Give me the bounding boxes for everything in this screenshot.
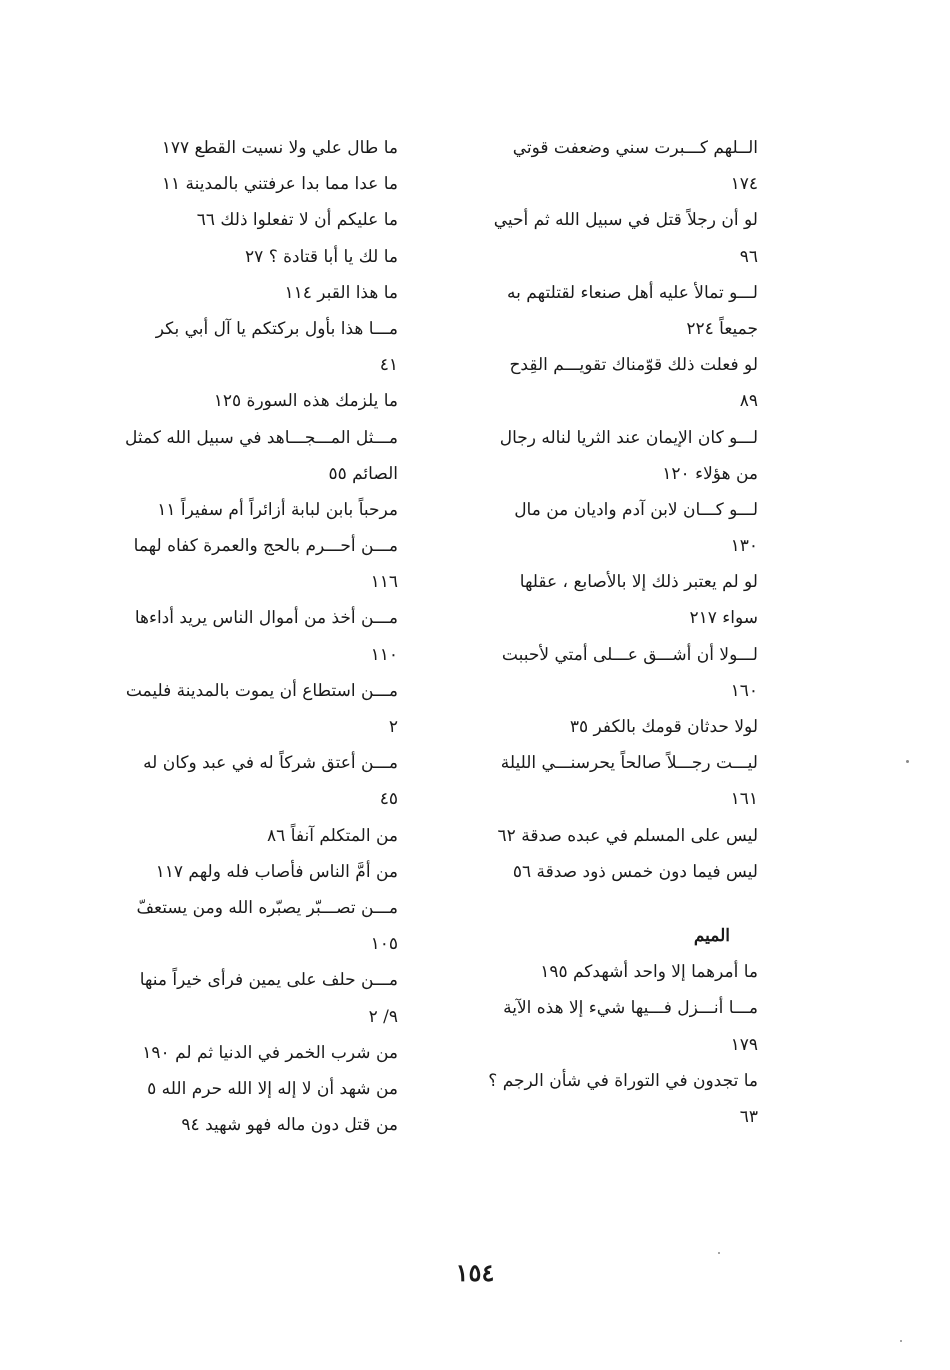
- scan-speck: [718, 1252, 720, 1254]
- index-line: لو أن رجلاً قتل في سبيل الله ثم أحيي: [493, 210, 758, 231]
- index-line: لو لم يعتبر ذلك إلا بالأصابع ، عقلها: [519, 572, 758, 593]
- index-line: الــلهم كـــبرت سني وضعفت قوتي: [512, 138, 758, 158]
- index-line: مـــا هذا بأول بركتكم يا آل أبي بكر: [155, 318, 398, 339]
- index-line: ما يلزمك هذه السورة ١٢٥: [213, 391, 398, 412]
- index-line: من شرب الخمر في الدنيا ثم لم ١٩٠: [142, 1042, 398, 1063]
- index-line: من شهد أن لا إله إلا الله حرم الله ٥: [147, 1078, 398, 1099]
- index-line: ١٧٩: [730, 1034, 758, 1055]
- index-line: ما أمرهما إلا واحد أشهدكم ١٩٥: [540, 962, 758, 983]
- index-line: ما هذا القبر ١١٤: [284, 282, 398, 303]
- index-line: ٤١: [379, 355, 398, 376]
- index-line: مـــن أخذ من أموال الناس يريد أداءها: [134, 608, 398, 629]
- index-column-right: [488, 130, 758, 1135]
- scan-speck: [906, 760, 909, 763]
- index-line: لو فعلت ذلك قوّمناك تقويـــم القِدح: [509, 355, 758, 376]
- index-line: ٨٩: [739, 391, 758, 412]
- index-line: ما تجدون في التوراة في شأن الرجم ؟: [488, 1070, 758, 1091]
- index-line: ٢: [388, 717, 398, 737]
- index-line: لـــو كـــان لابن آدم واديان من مال: [514, 499, 758, 520]
- index-line: جميعاً ٢٢٤: [686, 318, 758, 339]
- page-number: ١٥٤: [455, 1258, 495, 1287]
- index-line: ١٣٠: [730, 536, 758, 557]
- index-line: ١٧٤: [730, 174, 758, 195]
- index-line: من المتكلم آنفاً ٨٦: [267, 825, 398, 846]
- entry-group-lam: [488, 130, 758, 890]
- index-line: ليـــت رجـــلاً صالحاً يحرسنـــي الليلة: [500, 753, 758, 774]
- index-line: لـــو كان الإيمان عند الثريا لناله رجال: [499, 427, 758, 448]
- index-line: ٩٦: [739, 246, 758, 267]
- index-line: ما طال علي ولا نسيت القطع ١٧٧: [161, 138, 398, 158]
- index-line: من هؤلاء ١٢٠: [662, 463, 758, 484]
- index-line: من أمَّ الناس فأصاب فله ولهم ١١٧: [155, 861, 398, 882]
- index-line: سواء ٢١٧: [689, 608, 758, 629]
- index-line: ٦٣: [739, 1106, 758, 1127]
- index-line: ٩/ ٢: [368, 1006, 398, 1027]
- index-line: ما عدا مما بدا عرفتني بالمدينة ١١: [161, 174, 398, 195]
- index-line: مـــن تصـــبّر يصبّره الله ومن يستعفّ: [136, 897, 398, 918]
- index-line: ٤٥: [379, 789, 398, 810]
- index-line: مـــن أعتق شركاً له في عبد وكان له: [143, 753, 398, 774]
- index-line: ١١٦: [370, 572, 398, 593]
- index-line: لولا حدثان قومك بالكفر ٣٥: [569, 717, 758, 737]
- entry-group-meem: [488, 954, 758, 1135]
- index-line: مـــن أحـــرم بالحج والعمرة كفاه لهما: [133, 536, 398, 557]
- index-line: من قتل دون ماله فهو شهيد ٩٤: [181, 1115, 398, 1136]
- index-line: مـــا أنـــزل فـــيها شيء إلا هذه الآية: [503, 998, 758, 1019]
- index-line: ما لك يا أبا قتادة ؟ ٢٧: [245, 246, 398, 267]
- index-line: ما عليكم أن لا تفعلوا ذلك ٦٦: [196, 210, 398, 231]
- index-line: ليس على المسلم في عبده صدقة ٦٢: [497, 825, 758, 846]
- section-heading-meem: الميم: [693, 925, 730, 946]
- index-line: لـــولا أن أشـــق عـــلى أمتي لأحببت: [501, 644, 758, 665]
- index-line: ١٦٠: [730, 680, 758, 701]
- index-line: مـــن حلف على يمين فرأى خيراً منها: [139, 970, 398, 991]
- index-line: ١٠٥: [370, 934, 398, 955]
- index-line: ١١٠: [370, 644, 398, 665]
- index-line: مـــثل المـــجـــاهد في سبيل الله كمثل: [125, 427, 398, 448]
- index-line: ١٦١: [730, 789, 758, 810]
- index-line: لـــو تمالأ عليه أهل صنعاء لقتلتهم به: [507, 282, 758, 303]
- index-line: مـــن استطاع أن يموت بالمدينة فليمت: [125, 680, 398, 701]
- index-column-left: [125, 130, 398, 1143]
- index-line: مرحباً بابن لبابة أزائراً أم سفيراً ١١: [157, 499, 398, 520]
- scan-speck: [900, 1340, 902, 1342]
- index-line: ليس فيما دون خمس ذود صدقة ٥٦: [512, 861, 758, 882]
- index-line: الصائم ٥٥: [328, 463, 398, 484]
